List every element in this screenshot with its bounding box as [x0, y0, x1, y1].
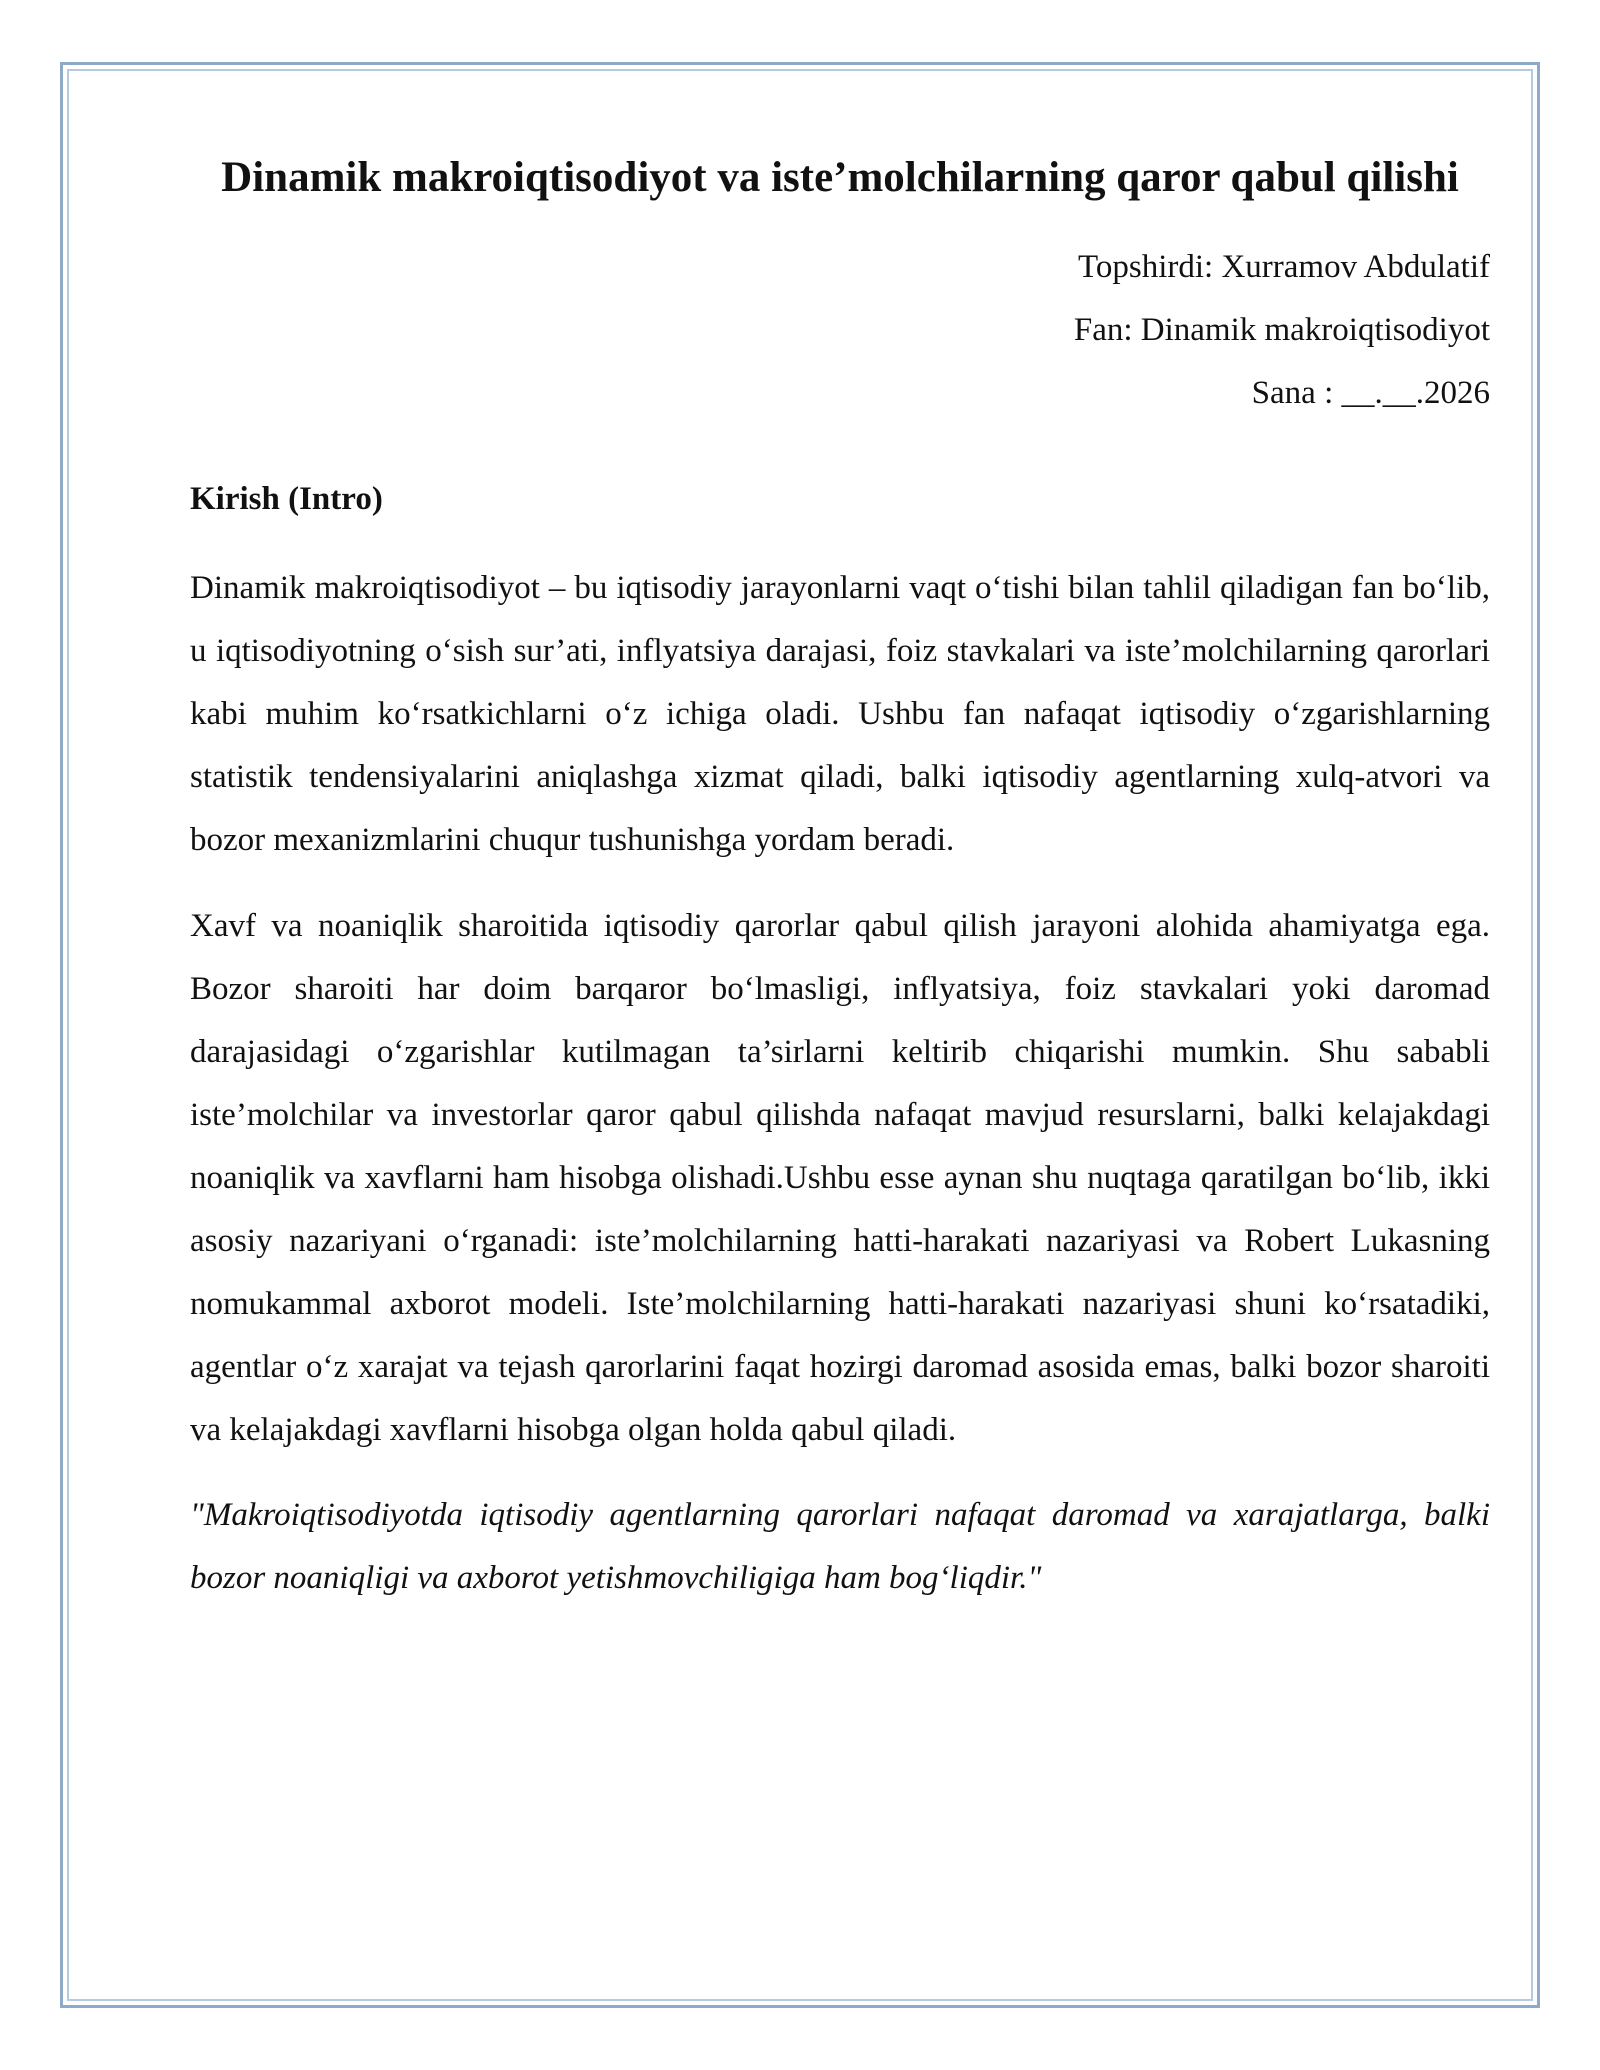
section-heading-intro: Kirish (Intro) [190, 481, 383, 517]
submitted-by: Topshirdi: Xurramov Abdulatif [1078, 249, 1490, 285]
date: Sana : __.__.2026 [1251, 375, 1490, 411]
document-meta [190, 236, 1490, 425]
paragraph: Dinamik makroiqtisodiyot – bu iqtisodiy jarayonlarni vaqt o‘tishi bilan tahlil qiladigan fan bo‘lib, u iqtisodiyotning o‘sish sur’ati, inflyatsiya darajasi, foiz stavkalari va iste’molchilarning qarorlari kabi muhim ko‘rsatkichlarni o‘z ichiga oladi. Ushbu fan nafaqat iqtisodiy o‘zgarishlarning statistik tendensiyalarini aniqlashga xizmat qiladi, balki iqtisodiy agentlarning xulq-atvori va bozor mexanizmlarini chuqur tushunishga yordam beradi. [190, 570, 1490, 858]
paragraph: Xavf va noaniqlik sharoitida iqtisodiy qarorlar qabul qilish jarayoni alohida ahamiyatga ega. Bozor sharoiti har doim barqaror bo‘lmasligi, inflyatsiya, foiz stavkalari yoki daromad darajasidagi o‘zgarishlar kutilmagan ta’sirlarni keltirib chiqarishi mumkin. Shu sababli iste’molchilar va investorlar qaror qabul qilishda nafaqat mavjud resurslarni, balki kelajakdagi noaniqlik va xavflarni ham hisobga olishadi.Ushbu esse aynan shu nuqtaga qaratilgan bo‘lib, ikki asosiy nazariyani o‘rganadi: iste’molchilarning hatti-harakati nazariyasi va Robert Lukasning nomukammal axborot modeli. Iste’molchilarning hatti-harakati nazariyasi shuni ko‘rsatadiki, agentlar o‘z xarajat va tejash qarorlarini faqat hozirgi daromad asosida emas, balki bozor sharoiti va kelajakdagi xavflarni hisobga olgan holda qabul qiladi. [190, 908, 1490, 1448]
document-title: Dinamik makroiqtisodiyot va iste’molchilarning qaror qabul qilishi [221, 154, 1459, 201]
document-body [190, 138, 1490, 1610]
subject: Fan: Dinamik makroiqtisodiyot [1073, 312, 1490, 348]
quote: "Makroiqtisodiyotda iqtisodiy agentlarning qarorlari nafaqat daromad va xarajatlarga, balki bozor noaniqligi va axborot yetishmovchiligiga ham bog‘liqdir." [190, 1497, 1490, 1596]
